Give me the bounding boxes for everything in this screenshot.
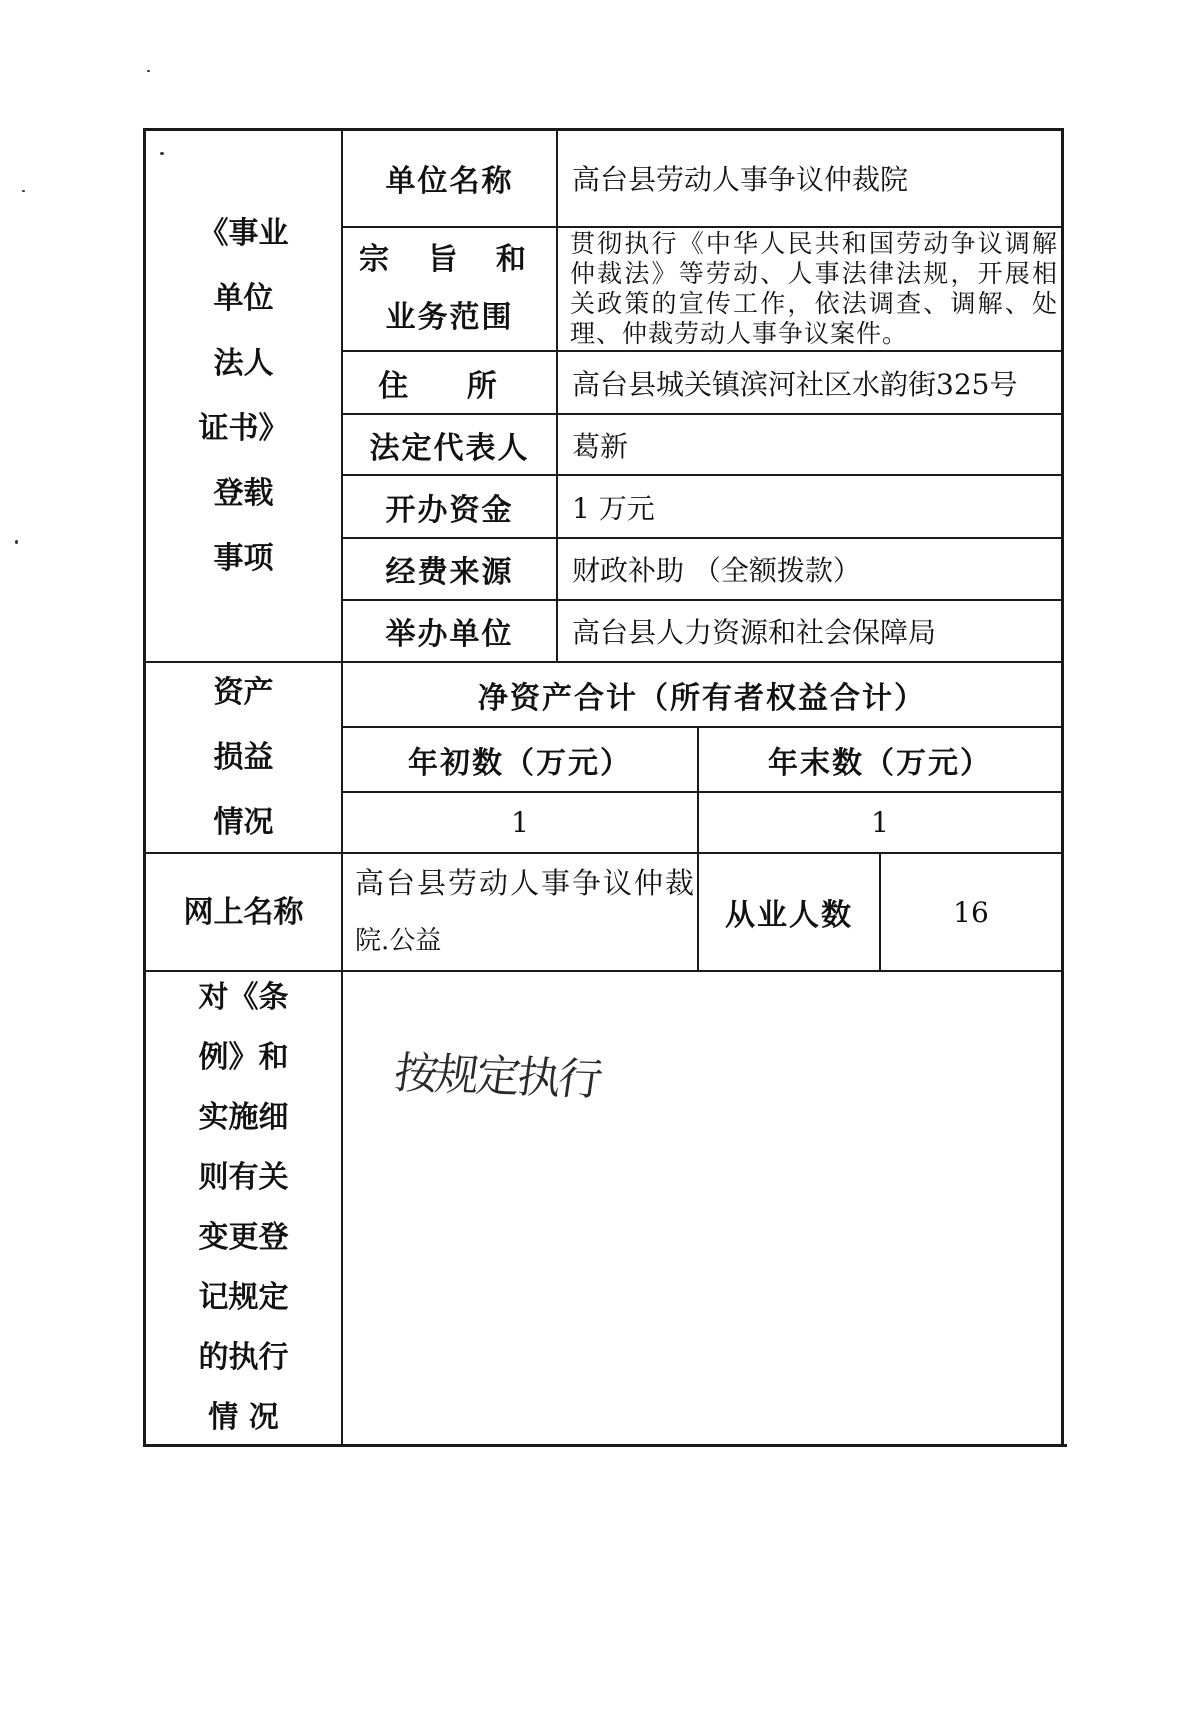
online-name-value: 高台县劳动人事争议仲裁 院.公益 [355, 866, 697, 956]
funding-value: 财政补助 （全额拨款） [572, 554, 861, 587]
cert-label-line: 证书》 [198, 410, 289, 446]
exec-label-line: 实施细 [198, 1100, 289, 1135]
begin-year-label: 年初数（万元） [408, 745, 632, 781]
execution-section-label [146, 972, 341, 1444]
capital-label: 开办资金 [385, 492, 514, 528]
assets-label-line: 损益 [213, 740, 274, 775]
cert-label-line: 登载 [213, 475, 274, 511]
cert-label-line: 事项 [213, 540, 274, 576]
net-assets-header: 净资产合计（所有者权益合计） [478, 680, 926, 716]
scan-speck [147, 70, 150, 72]
exec-label-line: 的执行 [198, 1340, 289, 1375]
assets-section-label [146, 663, 341, 852]
cert-label-line: 《事业 [198, 215, 289, 251]
exec-label-line: 情 况 [208, 1400, 279, 1435]
unit-name-value: 高台县劳动人事争议仲裁院 [572, 163, 909, 196]
cert-label-line: 单位 [213, 280, 274, 316]
staff-count-label: 从业人数 [725, 898, 853, 933]
scan-speck [22, 190, 25, 192]
table-border-bottom [143, 1444, 1067, 1447]
end-year-label: 年末数（万元） [768, 745, 992, 781]
unit-name-label: 单位名称 [385, 164, 514, 199]
assets-label-line: 情况 [213, 805, 274, 840]
exec-label-line: 则有关 [198, 1160, 289, 1195]
staff-count-value: 16 [953, 895, 989, 929]
end-year-value: 1 [871, 806, 889, 839]
funding-label: 经费来源 [385, 555, 514, 590]
assets-label-line: 资产 [213, 675, 274, 710]
legal-rep-value: 葛新 [572, 429, 629, 463]
purpose-label: 宗 旨 和 业务范围 [359, 242, 540, 335]
online-name-label: 网上名称 [183, 894, 304, 930]
exec-label-line: 记规定 [198, 1280, 289, 1315]
legal-rep-label: 法定代表人 [369, 430, 530, 466]
scan-speck [160, 152, 164, 155]
table-border-right [1061, 128, 1064, 1447]
begin-year-value: 1 [511, 806, 529, 839]
scan-speck [15, 540, 18, 544]
exec-label-line: 对《条 [198, 980, 289, 1015]
address-value: 高台县城关镇滨河社区水韵街325号 [572, 367, 1018, 401]
address-label: 住 所 [378, 368, 521, 404]
cert-label-line: 法人 [213, 345, 274, 381]
exec-label-line: 例》和 [198, 1040, 289, 1075]
handwritten-execution-note: 按规定执行 [390, 1047, 603, 1106]
purpose-value: 贯彻执行《中华人民共和国劳动争议调解仲裁法》等劳动、人事法律法规，开展相关政策的宣传工作，依法调查、调解、处理、仲裁劳动人事争议案件。 [570, 229, 1058, 348]
capital-value: 1 万元 [572, 491, 655, 525]
sponsor-label: 举办单位 [385, 617, 514, 652]
sponsor-value: 高台县人力资源和社会保障局 [572, 616, 937, 649]
cert-section-label [146, 130, 341, 661]
exec-label-line: 变更登 [198, 1220, 289, 1255]
